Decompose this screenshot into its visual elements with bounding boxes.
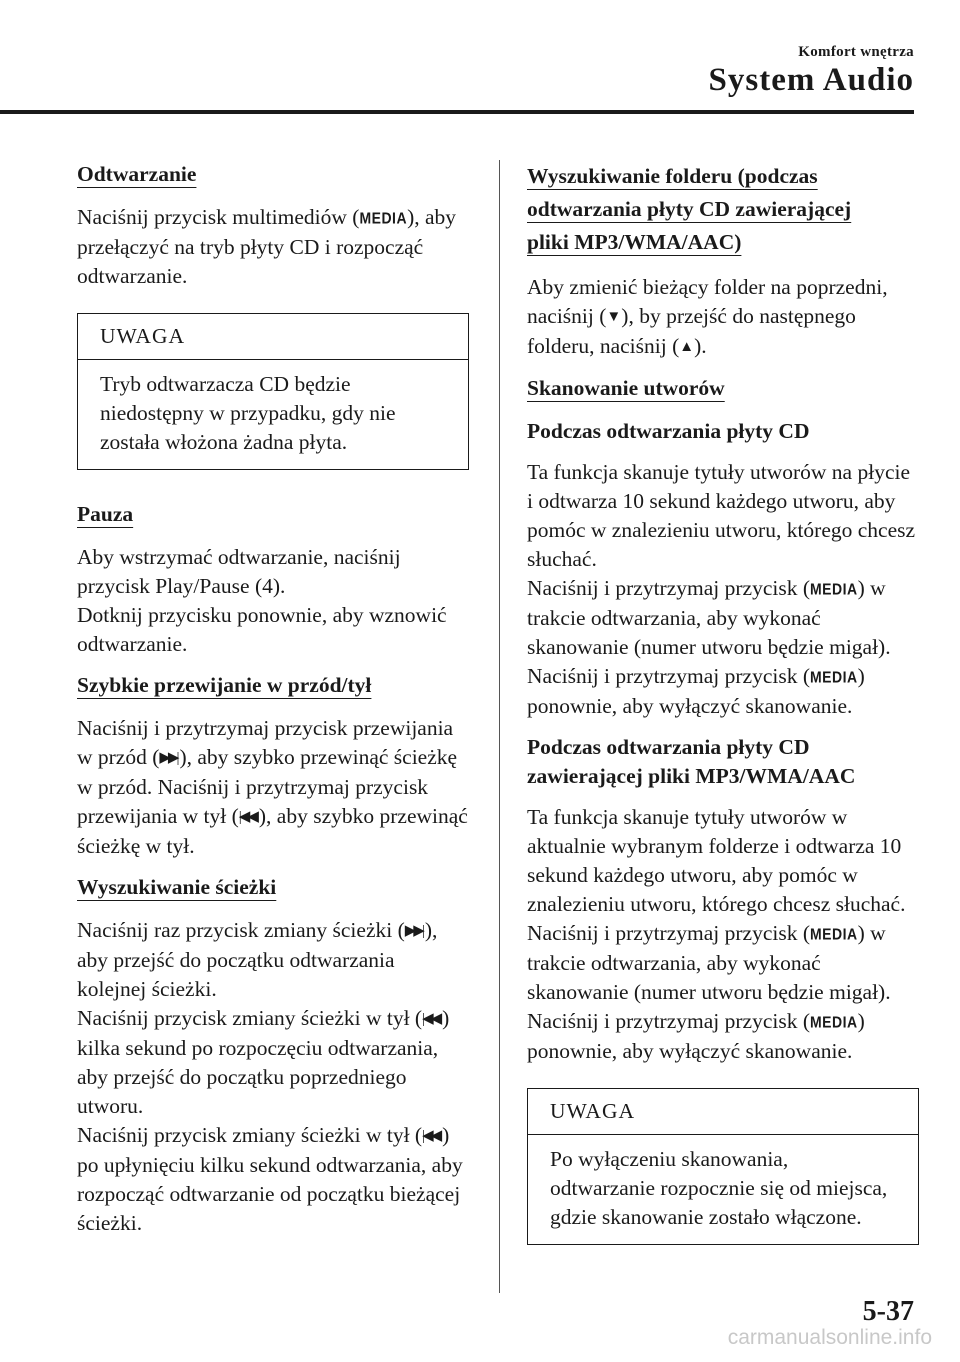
media-button-icon: MEDIA xyxy=(810,579,858,599)
paragraph xyxy=(77,1004,469,1121)
text: ), by przejść do następnego folderu, naciśnij ( xyxy=(527,304,856,358)
section-heading-szybkie: Szybkie przewijanie w przód/tył xyxy=(77,673,372,697)
paragraph xyxy=(77,203,469,291)
text: ), aby szybko przewinąć ścieżkę w przód. Naciśnij i przytrzymaj przycisk przewijania w tył ( xyxy=(77,745,458,828)
header-rule xyxy=(0,110,914,114)
paragraph xyxy=(77,916,469,1004)
media-button-icon: MEDIA xyxy=(359,208,408,228)
text: Ta funkcja skanuje tytuły utworów w aktualnie wybranym folderze i odtwarza 10 sekund każdego utworu, aby pomóc w znalezieniu utworu, którego chcesz słuchać. Naciśnij i przytrzymaj przycisk ( xyxy=(527,805,906,945)
text: Naciśnij i przytrzymaj przycisk ( xyxy=(527,664,810,688)
page-title: System Audio xyxy=(708,62,914,98)
text: ), aby szybko przewinąć ścieżkę w tył. xyxy=(77,804,468,858)
watermark: carmanualsonline.info xyxy=(727,1326,932,1349)
text: Naciśnij i przytrzymaj przycisk przewijania w przód ( xyxy=(77,716,454,769)
text: ) po upłynięciu kilku sekund odtwarzania, aby rozpocząć odtwarzanie od początku bieżącej ścieżki. xyxy=(77,1123,463,1235)
section-heading-wyszukiwanie: Wyszukiwanie ścieżki xyxy=(77,875,277,899)
paragraph xyxy=(527,1007,919,1066)
subheading: Podczas odtwarzania płyty CD zawierającej pliki MP3/WMA/AAC xyxy=(527,735,856,788)
note-title: UWAGA xyxy=(528,1089,918,1135)
section-heading-pauza: Pauza xyxy=(77,502,134,526)
paragraph xyxy=(527,662,919,721)
text: ) ponownie, aby wyłączyć skanowanie. xyxy=(527,1009,865,1063)
paragraph: Ta funkcja skanuje tytuły utworów na płycie i odtwarza 10 sekund każdego utworu, aby pomóc w znalezieniu utworu, którego chcesz słuchać. xyxy=(527,460,916,571)
up-arrow-icon: ▲ xyxy=(679,339,692,355)
text: Naciśnij raz przycisk zmiany ścieżki ( xyxy=(77,918,405,942)
text: ). xyxy=(694,334,707,358)
note-box xyxy=(527,1088,919,1245)
paragraph xyxy=(527,803,919,1007)
rewind-icon: |◀◀ xyxy=(238,809,256,825)
text: Naciśnij i przytrzymaj przycisk ( xyxy=(527,1009,810,1033)
note-body: Tryb odtwarzacza CD będzie niedostępny w przypadku, gdy nie została włożona żadna płyta. xyxy=(100,372,396,454)
paragraph xyxy=(77,1121,469,1238)
text: ), aby przełączyć na tryb płyty CD i rozpocząć odtwarzanie. xyxy=(77,205,457,288)
text: Naciśnij przycisk zmiany ścieżki w tył ( xyxy=(77,1006,423,1030)
subheading: Podczas odtwarzania płyty CD xyxy=(527,419,810,443)
text: ) w trakcie odtwarzania, aby wykonać skanowanie (numer utworu będzie migał). xyxy=(527,576,891,659)
text: ) ponownie, aby wyłączyć skanowanie. xyxy=(527,664,865,718)
text: Naciśnij i przytrzymaj przycisk ( xyxy=(527,576,810,600)
media-button-icon: MEDIA xyxy=(810,924,858,944)
section-heading-skanowanie: Skanowanie utworów xyxy=(527,376,725,400)
paragraph: Aby wstrzymać odtwarzanie, naciśnij przycisk Play/Pause (4). xyxy=(77,545,401,598)
track-next-icon: ▶▶| xyxy=(404,923,422,939)
text: ), aby przejść do początku odtwarzania kolejnej ścieżki. xyxy=(77,918,438,1001)
note-title: UWAGA xyxy=(78,314,468,360)
paragraph xyxy=(527,574,919,662)
paragraph xyxy=(527,273,919,362)
heading-line: Wyszukiwanie folderu (podczas xyxy=(527,164,818,188)
heading-line: pliki MP3/WMA/AAC) xyxy=(527,230,742,254)
media-button-icon: MEDIA xyxy=(810,667,858,687)
section-heading-folder xyxy=(527,160,857,259)
note-body: Po wyłączeniu skanowania, odtwarzanie rozpocznie się od miejsca, gdzie skanowanie zostało włączone. xyxy=(550,1147,888,1229)
text: Aby zmienić bieżący folder na poprzedni, naciśnij ( xyxy=(527,275,888,328)
down-arrow-icon: ▼ xyxy=(606,309,619,325)
text: ) kilka sekund po rozpoczęciu odtwarzania, aby przejść do początku poprzedniego utworu. xyxy=(77,1006,450,1118)
paragraph: Dotknij przycisku ponownie, aby wznowić odtwarzanie. xyxy=(77,603,447,656)
note-box xyxy=(77,313,469,470)
track-back-icon: |◀◀ xyxy=(422,1011,440,1027)
left-column xyxy=(77,160,469,1250)
media-button-icon: MEDIA xyxy=(810,1012,858,1032)
paragraph xyxy=(77,714,469,861)
text: Naciśnij przycisk zmiany ścieżki w tył ( xyxy=(77,1123,423,1147)
text: Naciśnij przycisk multimediów ( xyxy=(77,205,360,229)
track-back-icon: |◀◀ xyxy=(422,1128,440,1144)
header-section: Komfort wnętrza xyxy=(798,44,914,60)
section-heading-odtwarzanie: Odtwarzanie xyxy=(77,162,197,186)
text: ) w trakcie odtwarzania, aby wykonać skanowanie (numer utworu będzie migał). xyxy=(527,921,891,1004)
column-divider xyxy=(499,160,500,1293)
page-number: 5-37 xyxy=(862,1296,914,1327)
fast-forward-icon: ▶▶| xyxy=(159,750,177,766)
heading-line: odtwarzania płyty CD zawierającej xyxy=(527,197,852,221)
right-column xyxy=(527,160,919,1275)
